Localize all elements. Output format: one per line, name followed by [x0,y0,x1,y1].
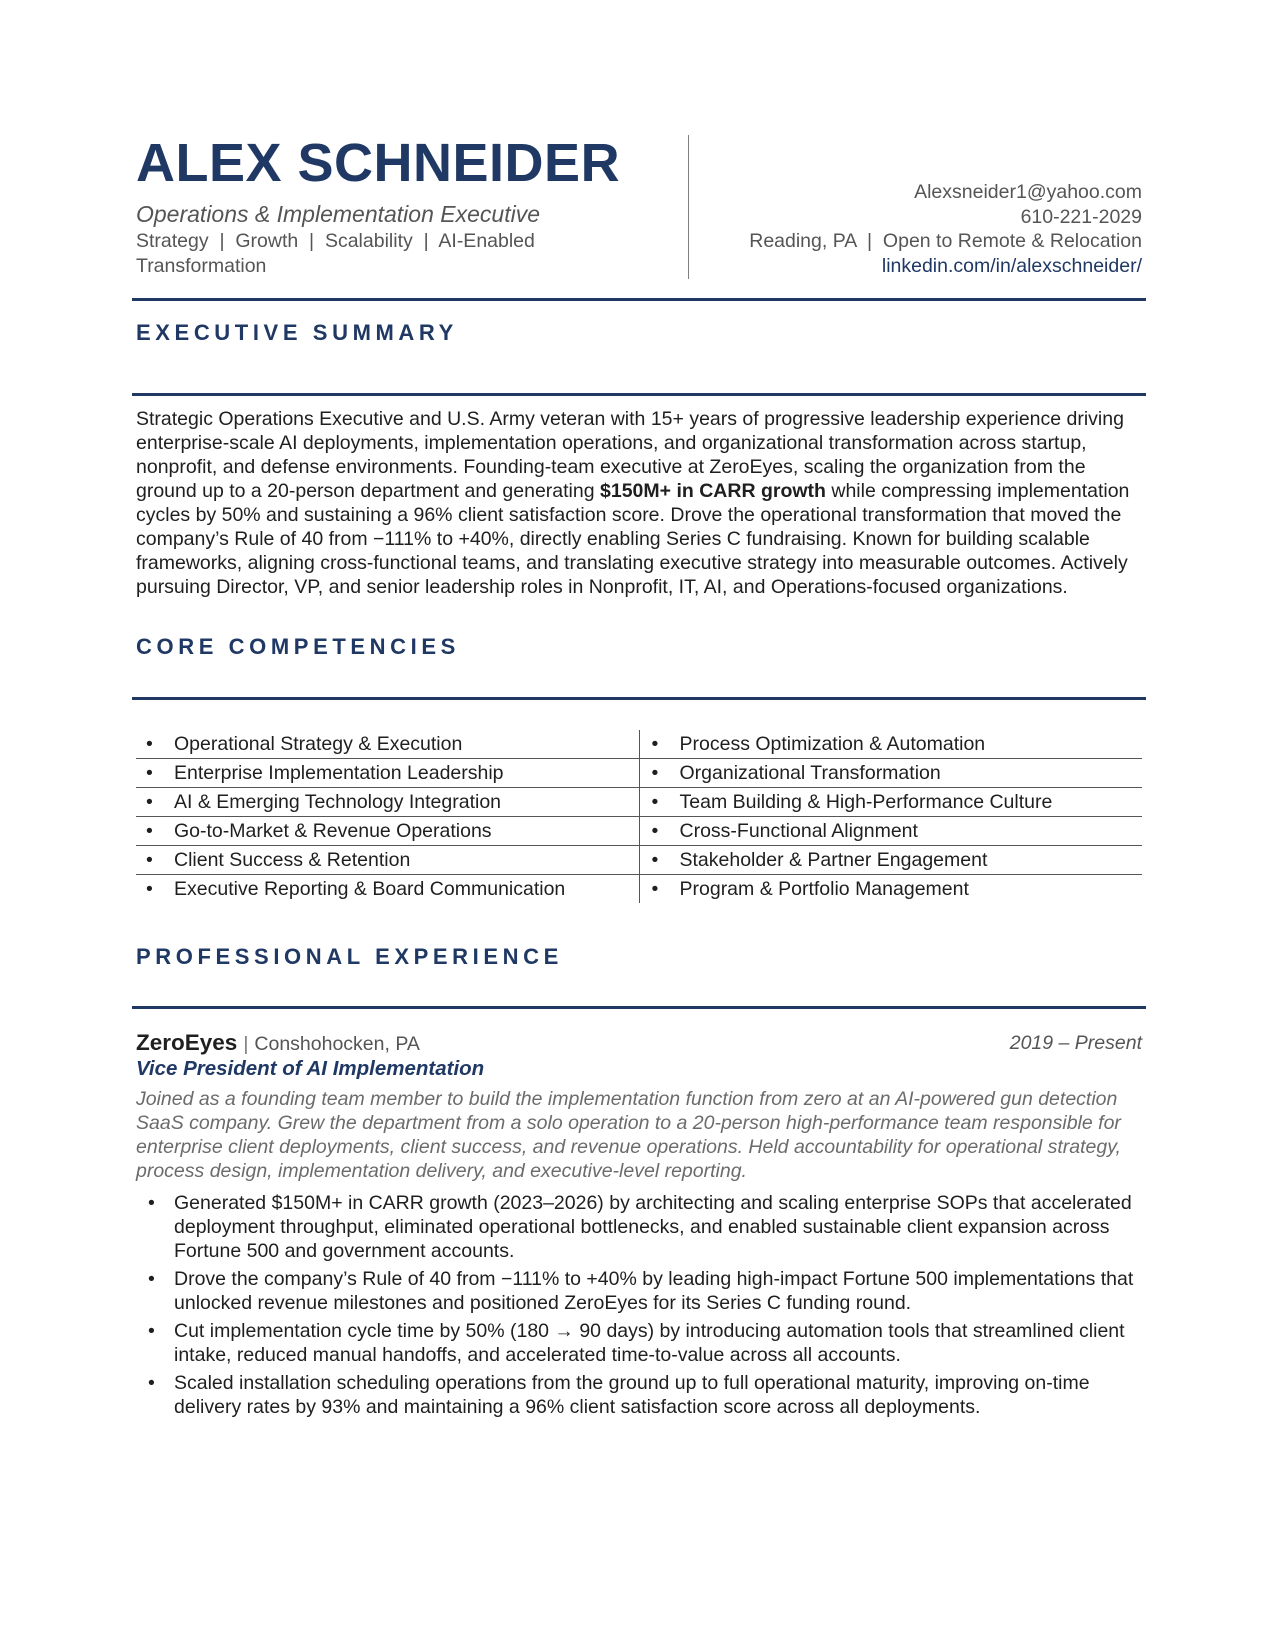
competency-row [136,846,1142,875]
header-left [136,132,676,278]
competency-cell [136,875,639,904]
achievement-text: Scaled installation scheduling operations from the ground up to full operational maturity, improving on-time delivery rates by 93% and maintaining a 96% client satisfaction score across all deployments. [174,1372,1090,1418]
list-item [136,1319,1146,1367]
competency-cell [639,759,1142,788]
achievement-list [136,1191,1146,1423]
competency-item: Go-to-Market & Revenue Operations [174,819,492,842]
competency-row [136,730,1142,759]
header-rule [132,298,1146,301]
job-header [136,1030,1142,1058]
bullet-icon: • [146,819,153,842]
competency-cell [639,875,1142,904]
bullet-icon: • [148,1192,155,1214]
competency-item: Enterprise Implementation Leadership [174,761,504,784]
competency-item: Team Building & High-Performance Culture [679,790,1053,813]
list-item [136,1267,1146,1315]
competency-row [136,788,1142,817]
competency-row [136,817,1142,846]
bullet-icon: • [148,1372,155,1394]
competency-item: Client Success & Retention [174,848,411,871]
competency-row [136,875,1142,904]
bullet-icon: • [146,848,153,871]
list-item [136,1191,1146,1263]
competencies-rule [132,697,1146,700]
phone-number: 610-221-2029 [1020,205,1142,228]
bullet-icon: • [146,790,153,813]
competency-item: Organizational Transformation [679,761,941,784]
competency-cell [639,846,1142,875]
bullet-icon: • [651,761,659,784]
summary-text [136,407,1146,599]
competencies-heading: CORE COMPETENCIES [136,634,460,659]
competency-cell [136,817,639,846]
achievement-text: Cut implementation cycle time by 50% (180 → 90 days) by introducing automation tools that streamlined client intake, reduced manual handoffs, and accelerated time-to-value across all accounts. [174,1320,1125,1366]
summary-highlight: $150M+ in CARR growth [600,480,826,502]
bullet-icon: • [146,732,153,755]
job-location: Conshohocken, PA [254,1033,420,1055]
competency-cell [639,788,1142,817]
tagline-line-2: Transformation [136,255,267,277]
bullet-icon: • [148,1268,155,1290]
tagline-line-1: Strategy | Growth | Scalability | AI-Enabled [136,230,535,252]
email-link[interactable]: Alexsneider1@yahoo.com [914,181,1142,203]
bullet-icon: • [146,877,153,900]
bullet-icon: • [651,819,659,842]
competencies-table [136,730,1142,903]
experience-rule [132,1006,1146,1009]
competency-cell [639,730,1142,759]
job-description: Joined as a founding team member to build the implementation function from zero at an AI-powered gun detection SaaS company. Grew the department from a solo operation to a 20-person high-performance team responsible for enterprise client deployments, client success, and revenue operations. Held accountability for operational strategy, process design, implementation delivery, and executive-level reporting. [136,1088,1121,1182]
location: Reading, PA | Open to Remote & Relocation [749,230,1142,252]
competency-cell [136,730,639,759]
summary-rule [132,393,1146,396]
experience-heading: PROFESSIONAL EXPERIENCE [136,944,563,969]
competency-item: Process Optimization & Automation [679,732,986,755]
competency-row [136,759,1142,788]
linkedin-link[interactable]: linkedin.com/in/alexschneider/ [881,254,1142,277]
competency-item: AI & Emerging Technology Integration [174,790,502,813]
competency-cell [136,846,639,875]
achievement-text: Drove the company’s Rule of 40 from −111% to +40% by leading high-impact Fortune 500 implementations that unlocked revenue milestones and positioned ZeroEyes for its Series C funding round. [174,1268,1134,1314]
bullet-icon: • [651,877,659,900]
company-name: ZeroEyes [136,1030,238,1055]
list-item [136,1371,1146,1419]
candidate-title: Operations & Implementation Executive [136,201,540,227]
achievement-text: Generated $150M+ in CARR growth (2023–2026) by architecting and scaling enterprise SOPs that accelerated deployment throughput, eliminated operational bottlenecks, and enabled sustainable client expansion across Fortune 500 and government accounts. [174,1192,1132,1262]
competency-item: Executive Reporting & Board Communication [174,877,566,900]
bullet-icon: • [148,1320,155,1342]
competency-cell [136,788,639,817]
candidate-name: ALEX SCHNEIDER [136,133,621,193]
bullet-icon: • [146,761,153,784]
summary-text-end: while compressing implementation cycles by 50% and sustaining a 96% client satisfaction score. Drove the operational transformation that moved the company’s Rule of 40 from −111% to +40%, directly enabling Series C fundraising. Known for building scalable frameworks, aligning cross-functional teams, and translating executive strategy into measurable outcomes. Actively pursuing Director, VP, and senior leadership roles in Nonprofit, IT, AI, and Operations-focused organizations. [136,480,1130,598]
competency-cell [136,759,639,788]
competency-item: Cross-Functional Alignment [679,819,918,842]
job-role: Vice President of AI Implementation [136,1057,485,1080]
contact-info [672,180,1142,278]
job-dates: 2019 – Present [1009,1032,1142,1054]
summary-heading: EXECUTIVE SUMMARY [136,320,458,345]
competency-item: Program & Portfolio Management [679,877,969,900]
bullet-icon: • [651,848,659,871]
competency-cell [639,817,1142,846]
bullet-icon: • [651,790,659,813]
competency-item: Stakeholder & Partner Engagement [679,848,988,871]
summary-text-start: Strategic Operations Executive and U.S. Army veteran with 15+ years of progressive leadership experience driving enterprise-scale AI deployments, implementation operations, and organizational transformation across startup, nonprofit, and defense environments. Founding-team executive at ZeroEyes, scaling the organization from the ground up to a 20-person department and generating [136,408,1124,502]
competency-item: Operational Strategy & Execution [174,732,463,755]
header-separator: | [243,1033,249,1055]
bullet-icon: • [651,732,659,755]
